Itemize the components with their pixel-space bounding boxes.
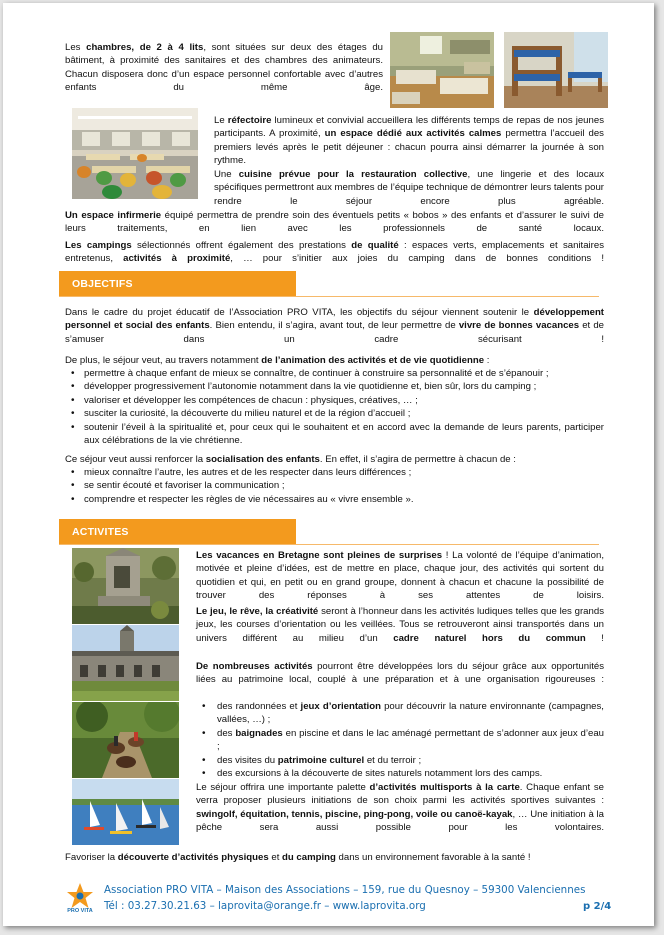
campings-paragraph: Les campings sélectionnés offrent également des prestations de qualité : espaces verts, emplacements et sanitaires entretenus, activités à proximité, … pour s’initier aux joies du camping dans de bonnes conditions ! — [65, 240, 605, 265]
list-item: • se sentir écouté et favoriser la communication ; — [65, 479, 604, 492]
multisports-paragraph: Le séjour offrira une importante palette d’activités multisports à la carte. Chaque enfant se verra proposer plusieurs initiations de son choix parmi les activités sportives suivantes : swingolf, équitation, tennis, piscine, ping-pong, voile ou canoë-kayak, … Une initiation à la pêche sera aussi possible pour les volontaires. — [196, 782, 604, 834]
list-item: • des excursions à la découverte de sites naturels notamment lors des camps. — [196, 767, 604, 780]
socialisation-paragraph: Ce séjour veut aussi renforcer la socialisation des enfants. En effet, il s’agira de permettre à chacun de : — [65, 454, 516, 465]
objectifs-intro-paragraph: Dans le cadre du projet éducatif de l’Association PRO VITA, les objectifs du séjour viennent soutenir le développement personnel et social des enfants. Bien entendu, il s’agira, avant tout, de leur permettre de vivre de bonnes vacances et de s’amuser dans un cadre sécurisant ! — [65, 307, 604, 345]
objectifs-heading-banner — [59, 271, 296, 297]
abbey-photo — [72, 625, 179, 701]
closing-line: Favoriser la découverte d’activités physiques et du camping dans un environnement favorable à la santé ! — [65, 852, 531, 863]
objectifs-heading: OBJECTIFS — [72, 278, 133, 290]
objectifs-list-2 — [65, 466, 604, 506]
activites-heading-banner — [59, 519, 296, 545]
refectoire-photo — [72, 108, 198, 199]
list-item: • des baignades en piscine et dans le lac aménagé permettant de s’adonner aux jeux d’eau ; — [196, 727, 604, 754]
chambres-paragraph: Les chambres, de 2 à 4 lits, sont situées sur deux des étages du bâtiment, à proximité des sanitaires et des chambres des animateurs. Chacun disposera donc d’un espace personnel confortable avec d’autres enfants du même âge. — [65, 42, 383, 94]
cuisine-paragraph: Une cuisine prévue pour la restauration collective, une lingerie et des locaux spécifiques permettront aux membres de l’équipe technique de démontrer leurs talents pour rendre le séjour encore plus agréable. — [214, 169, 605, 207]
list-item: • permettre à chaque enfant de mieux se connaître, de continuer à construire sa personnalité et de s’épanouir ; — [65, 367, 604, 380]
list-item: • soutenir l’éveil à la spiritualité et, pour ceux qui le souhaitent et en accord avec la demande de leurs parents, participer aux célébrations de la vie chrétienne. — [65, 421, 604, 448]
document-page — [3, 3, 654, 926]
footer-contact: Tél : 03.27.30.21.63 – laprovita@orange.fr – www.laprovita.org — [104, 900, 426, 912]
horse-riding-photo — [72, 702, 179, 778]
list-item: • susciter la curiosité, la découverte du milieu naturel et de la région d’accueil ; — [65, 407, 604, 420]
logo-text: PRO VITA — [67, 908, 93, 914]
list-item: • mieux connaître l’autre, les autres et de les respecter dans leurs différences ; — [65, 466, 604, 479]
page-number: p 2/4 — [583, 901, 612, 912]
list-item: • développer progressivement l’autonomie notamment dans la vie quotidienne et, bien sûr, lors du camping ; — [65, 380, 604, 393]
bedroom-photo-2 — [504, 32, 608, 108]
activites-list — [196, 700, 604, 780]
fountain-photo — [72, 548, 179, 624]
footer-address: Association PRO VITA – Maison des Associations – 159, rue du Quesnoy – 59300 Valenciennes — [104, 884, 586, 896]
activites-divider — [59, 544, 599, 545]
list-item: • comprendre et respecter les règles de vie nécessaires au « vivre ensemble ». — [65, 493, 604, 506]
nombreuses-activites-paragraph: De nombreuses activités pourront être développées lors du séjour grâce aux opportunités liées au patrimoine local, couplé à une préparation et à une organisation rigoureuses : — [196, 661, 604, 686]
activites-intro-paragraph: Les vacances en Bretagne sont pleines de surprises ! La volonté de l’équipe d’animation, motivée et pleine d’idées, est de mettre en place, chaque jour, des activités qui sortent du quotidien et qui, en petit ou en grand groupe, donnent à chacun et chacune la possibilité de trouver des réponses à ses attentes de loisirs. — [196, 550, 604, 602]
refectoire-paragraph: Le réfectoire lumineux et convivial accueillera les différents temps de repas de nos jeunes participants. A proximité, un espace dédié aux activités calmes permettra l’accueil des premiers levés après le petit déjeuner : chacun pourra ainsi démarrer la journée à son rythme. — [214, 115, 604, 167]
list-item: • valoriser et développer les compétences de chacun : physiques, créatives, … ; — [65, 394, 604, 407]
infirmerie-paragraph: Un espace infirmerie équipé permettra de prendre soin des éventuels petits « bobos » des enfants et d’assurer le suivi de leurs traitements, en lien avec les professionnels de santé locaux. — [65, 210, 604, 235]
objectifs-list-1 — [65, 367, 604, 447]
jeu-reve-paragraph: Le jeu, le rêve, la créativité seront à l’honneur dans les activités ludiques telles que les grands jeux, les courses d’orientation ou les veillées. Tous se retrouveront ainsi transportés dans un univers différent au milieu d’un cadre naturel hors du commun ! — [196, 606, 604, 644]
objectifs-lead-paragraph: De plus, le séjour veut, au travers notamment de l’animation des activités et de vie quotidienne : — [65, 355, 490, 366]
activites-heading: ACTIVITES — [72, 526, 129, 538]
objectifs-divider — [59, 296, 599, 297]
sailing-photo — [72, 779, 179, 845]
bedroom-photo-1 — [390, 32, 494, 108]
list-item: • des randonnées et jeux d’orientation pour découvrir la nature environnante (campagnes, vallées, …) ; — [196, 700, 604, 727]
provita-logo — [65, 881, 95, 917]
list-item: • des visites du patrimoine culturel et du terroir ; — [196, 754, 604, 767]
